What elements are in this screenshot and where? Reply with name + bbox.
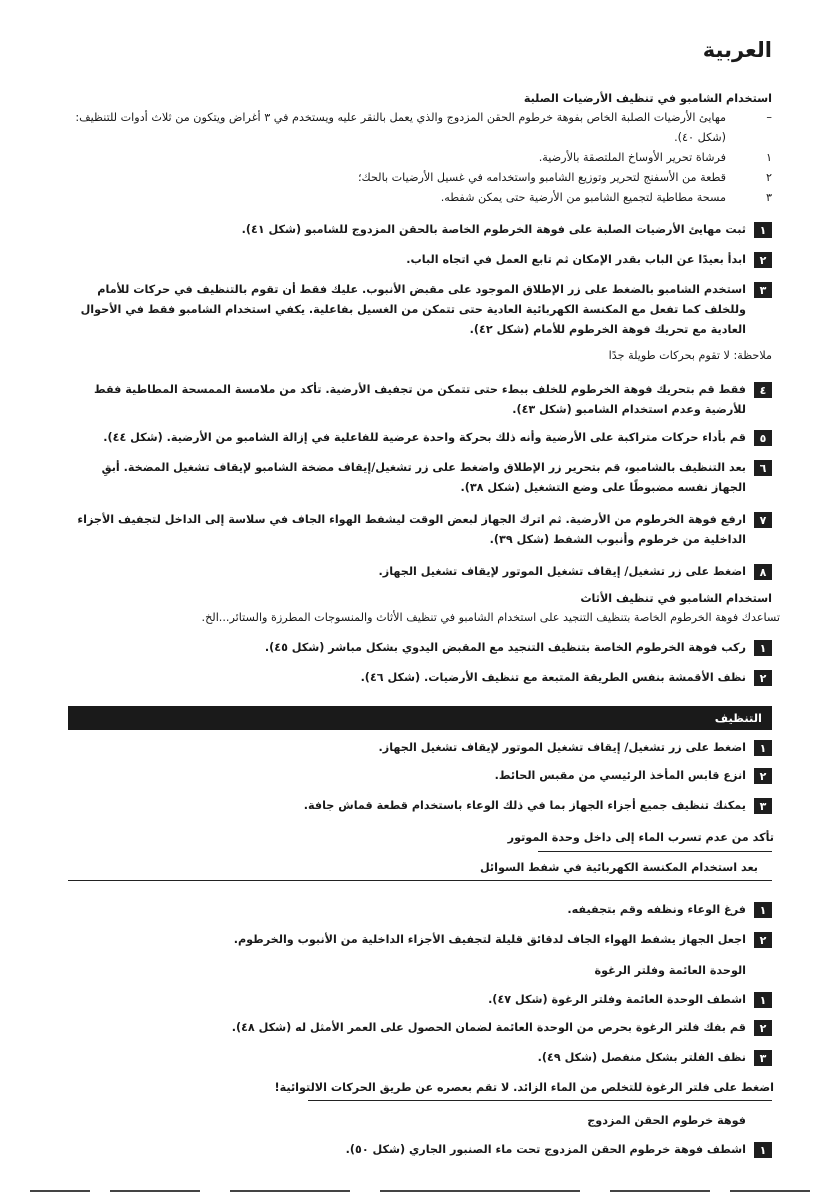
after-step	[68, 930, 772, 950]
note-underline	[308, 1100, 772, 1101]
floor-step	[68, 458, 772, 498]
intro-text: مهايئ الأرضيات الصلبة الخاص بفوهة خرطوم الحقن المزدوج والذي يعمل بالنقر عليه ويستخدم في ٣ أغراض ويتكون من ثلاث أدوات للتنظيف: (شكل ٤٠).	[75, 111, 726, 144]
step-number: ١	[754, 902, 772, 918]
step-number: ٣	[754, 1050, 772, 1066]
float-step	[68, 1018, 772, 1038]
floor-step	[68, 380, 772, 420]
tool-number: ١	[765, 151, 772, 164]
floor-step	[68, 220, 772, 240]
furniture-step	[68, 638, 772, 658]
nozzle-heading: فوهة خرطوم الحقن المزدوج	[587, 1114, 746, 1127]
floor-step	[68, 562, 772, 582]
intro-marker: –	[766, 111, 772, 124]
step-number: ٣	[754, 798, 772, 814]
tool-item	[68, 188, 772, 208]
section-bar-cleaning: التنظيف	[68, 706, 772, 730]
step-number: ٦	[754, 460, 772, 476]
step-number: ١	[754, 1142, 772, 1158]
step-number: ٢	[754, 768, 772, 784]
tool-text: قطعة من الأسفنج لتحرير وتوزيع الشامبو واستخدامه في غسيل الأرضيات بالحك؛	[357, 171, 726, 184]
step-text: ارفع فوهة الخرطوم من الأرضية. ثم اترك الجهاز لبعض الوقت ليشفط الهواء الجاف في سلاسة إلى الداخل لتجفيف الأجزاء الداخلية من خرطوم وأنبوب الشفط (شكل ٣٩).	[77, 513, 746, 546]
step-text: بعد التنظيف بالشامبو، قم بتحرير زر الإطلاق واضغط على زر تشغيل/إيقاف مضخة الشامبو لإيقاف تشغيل المضخة. أبقِ الجهاز نفسه مضبوطًا على وضع التشغيل (شكل ٣٨).	[101, 461, 746, 494]
page-bottom-edge	[0, 1184, 840, 1192]
cleaning-step	[68, 766, 772, 786]
step-number: ٥	[754, 430, 772, 446]
step-number: ٢	[754, 252, 772, 268]
note: ملاحظة: لا تقوم بحركات طويلة جدًا	[608, 349, 772, 362]
step-text: ركب فوهة الخرطوم الخاصة بتنظيف التنجيد مع المقبض اليدوي بشكل مباشر (شكل ٤٥).	[264, 641, 746, 654]
cleaning-step	[68, 738, 772, 758]
step-text: نظف الفلتر بشكل منفصل (شكل ٤٩).	[537, 1051, 746, 1064]
tool-text: فرشاة تحرير الأوساخ الملتصقة بالأرضية.	[538, 151, 726, 164]
step-number: ٧	[754, 512, 772, 528]
step-text: فقط قم بتحريك فوهة الخرطوم للخلف ببطء حتى تتمكن من تجفيف الأرضية. تأكد من ملامسة الممسحة المطاطية فقط للأرضية وعدم استخدام الشامبو (شكل ٤٣).	[94, 383, 746, 416]
step-number: ١	[754, 992, 772, 1008]
step-text: اجعل الجهاز يشفط الهواء الجاف لدقائق قليلة لتجفيف الأجزاء الداخلية من الأنبوب والخرطوم.	[233, 933, 746, 946]
furniture-heading: استخدام الشامبو في تنظيف الأثاث	[580, 592, 772, 605]
floor-intro	[68, 108, 772, 148]
step-text: ابدأ بعيدًا عن الباب بقدر الإمكان ثم تابع العمل في اتجاه الباب.	[406, 253, 746, 266]
nozzle-step	[68, 1140, 772, 1160]
step-number: ٣	[754, 282, 772, 298]
floor-heading: استخدام الشامبو في تنظيف الأرضيات الصلبة	[523, 92, 772, 105]
after-step	[68, 900, 772, 920]
floor-step	[68, 510, 772, 550]
step-number: ٨	[754, 564, 772, 580]
step-text: ثبت مهايئ الأرضيات الصلبة على فوهة الخرطوم الخاصة بالحقن المزدوج للشامبو (شكل ٤١).	[241, 223, 746, 236]
tool-number: ٣	[765, 191, 772, 204]
step-text: قم بفك فلتر الرغوة بحرص من الوحدة العائمة لضمان الحصول على العمر الأمثل له (شكل ٤٨).	[231, 1021, 746, 1034]
step-number: ٢	[754, 932, 772, 948]
floor-step	[68, 250, 772, 270]
step-number: ٢	[754, 670, 772, 686]
step-text: اشطف الوحدة العائمة وفلتر الرغوة (شكل ٤٧).	[488, 993, 746, 1006]
floor-step	[68, 428, 772, 448]
tool-number: ٢	[765, 171, 772, 184]
floor-step	[68, 280, 772, 340]
motor-warning: تأكد من عدم تسرب الماء إلى داخل وحدة الموتور	[507, 831, 774, 844]
step-number: ١	[754, 640, 772, 656]
step-text: استخدم الشامبو بالضغط على زر الإطلاق الموجود على مقبض الأنبوب. عليك فقط أن تقوم بالتنظيف في حركات للأمام وللخلف كما تفعل مع المكنسة الكهربائية العادية حتى تتمكن من الغسيل بفاعلية. يكفي استخدام الشامبو فقط في الأحوال العادية مع تحريك فوهة الخرطوم للأمام (شكل ٤٢).	[80, 283, 746, 336]
step-number: ٢	[754, 1020, 772, 1036]
step-text: فرغ الوعاء ونظفه وقم بتجفيفه.	[567, 903, 746, 916]
step-number: ١	[754, 222, 772, 238]
section-divider	[68, 880, 772, 881]
step-text: اشطف فوهة خرطوم الحقن المزدوج تحت ماء الصنبور الجاري (شكل ٥٠).	[345, 1143, 746, 1156]
step-text: انزع قابس المأخذ الرئيسي من مقبس الحائط.	[494, 769, 746, 782]
tool-text: مسحة مطاطية لتجميع الشامبو من الأرضية حتى يمكن شفطه.	[440, 191, 726, 204]
step-number: ٤	[754, 382, 772, 398]
float-step	[68, 1048, 772, 1068]
tool-item	[68, 148, 772, 168]
tool-item	[68, 168, 772, 188]
page-title: العربية	[702, 38, 772, 62]
warning-underline	[538, 851, 772, 852]
step-text: اضغط على زر تشغيل/ إيقاف تشغيل الموتور لإيقاف تشغيل الجهاز.	[378, 565, 746, 578]
furniture-intro: تساعدك فوهة الخرطوم الخاصة بتنظيف التنجيد على استخدام الشامبو في تنظيف الأثاث والمنسوجات المطرزة والستائر...الخ.	[201, 611, 780, 624]
step-text: يمكنك تنظيف جميع أجزاء الجهاز بما في ذلك الوعاء باستخدام قطعة قماش جافة.	[303, 799, 746, 812]
float-step	[68, 990, 772, 1010]
step-text: نظف الأقمشة بنفس الطريقة المتبعة مع تنظيف الأرضيات. (شكل ٤٦).	[360, 671, 746, 684]
step-text: اضغط على زر تشغيل/ إيقاف تشغيل الموتور لإيقاف تشغيل الجهاز.	[378, 741, 746, 754]
furniture-step	[68, 668, 772, 688]
cleaning-step	[68, 796, 772, 816]
float-heading: الوحدة العائمة وفلتر الرغوة	[594, 964, 746, 977]
squeeze-note: اضغط على فلتر الرغوة للتخلص من الماء الزائد. لا تقم بعصره عن طريق الحركات الالتوائية!	[274, 1081, 774, 1094]
step-number: ١	[754, 740, 772, 756]
after-liquid-heading: بعد استخدام المكنسة الكهربائية في شفط السوائل	[479, 861, 758, 874]
step-text: قم بأداء حركات متراكبة على الأرضية وأنه ذلك بحركة واحدة عرضية للفاعلية في إزالة الشامبو من الأرضية. (شكل ٤٤).	[103, 431, 746, 444]
